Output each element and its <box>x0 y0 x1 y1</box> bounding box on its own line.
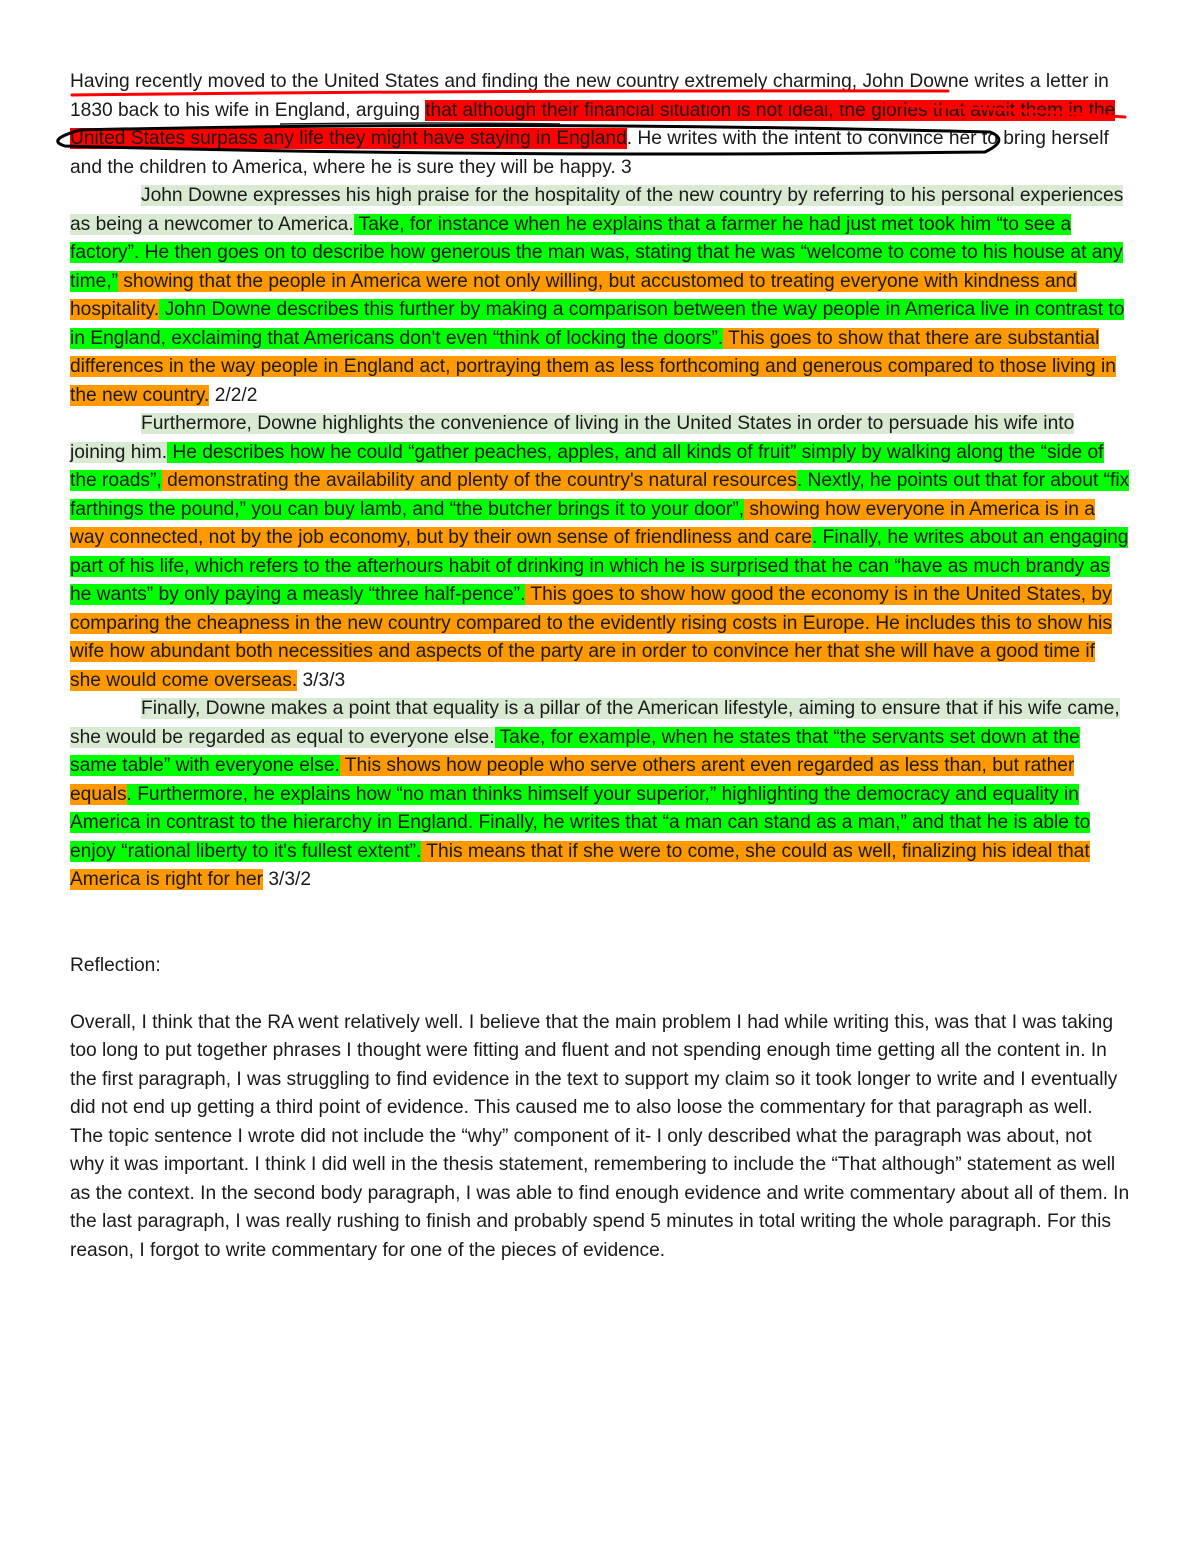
commentary-1a: showing that the people in America were not only willing, but accustomed to treating everyone with kindness and hospitality. <box>70 270 1077 320</box>
commentary-2c: This goes to show how good the economy is in the United States, by comparing the cheapness in the new country compared to the evidently rising costs in Europe. He includes this to show his wife how abundant both necessities and aspects of the party are in order to convince her that she will have a good time if she would come overseas. <box>70 584 1113 691</box>
intro-score: 3 <box>615 156 632 178</box>
evidence-1a: Take, for instance when he explains that a farmer he had just met took him “to see a factory”. He then goes on to describe how generous the man was, stating that he was “welcome to come to his house at any time,” <box>70 213 1123 292</box>
intro-text: , John Downe writes a letter in 1830 back to his wife in England, arguing <box>70 71 1109 121</box>
spacer <box>70 895 1130 952</box>
evidence-1b: John Downe describes this further by making a comparison between the way people in America live in contrast to in England, exclaiming that Americans don't even “think of locking the doors”. <box>70 299 1125 349</box>
essay-body <box>70 68 1130 1265</box>
body-paragraph-2 <box>70 410 1130 695</box>
score-3: 3/3/2 <box>263 869 312 890</box>
topic-sentence-3: Finally, Downe makes a point that equality is a pillar of the American lifestyle, aiming to ensure that if his wife came, she would be regarded as equal to everyone else. <box>70 698 1120 748</box>
commentary-2b: showing how everyone in America is in a way connected, not by the job economy, but by their own sense of friendliness and care <box>70 498 1095 548</box>
score-2: 3/3/3 <box>297 669 346 691</box>
topic-sentence-2: Furthermore, Downe highlights the convenience of living in the United States in order to persuade his wife into joining him. <box>70 413 1075 463</box>
score-1: 2/2/2 <box>209 384 258 406</box>
intro-closing: . He writes with the intent to convince her to bring herself and the children to America, where he is sure they will be happy. <box>70 128 1109 178</box>
context-sentence: Having recently moved to the United States and finding the new country extremely charming <box>70 71 852 92</box>
intro-paragraph <box>70 68 1130 182</box>
commentary-3a: This shows how people who serve others arent even regarded as less than, but rather equals <box>70 755 1075 805</box>
commentary-1b: This goes to show that there are substantial differences in the way people in England act, portraying them as less forthcoming and generous compared to those living in the new country. <box>70 327 1116 406</box>
commentary-3b: This means that if she were to come, she could as well, finalizing his ideal that America is right for her <box>70 840 1090 890</box>
thesis-highlight: that although their financial situation is not ideal, the glories that await them in the United States surpass any life they might have staying in England <box>70 99 1116 149</box>
reflection-body: Overall, I think that the RA went relatively well. I believe that the main problem I had while writing this, was that I was taking too long to put together phrases I thought were fitting and fluent and not spending enough time getting all the content in. In the first paragraph, I was struggling to find evidence in the text to support my claim so it took longer to write and I eventually did not end up getting a third point of evidence. This caused me to also loose the commentary for that paragraph as well. The topic sentence I wrote did not include the “why” component of it- I only described what the paragraph was about, not why it was important. I think I did well in the thesis statement, remembering to include the “That although” statement as well as the context. In the second body paragraph, I was able to find enough evidence and write commentary about all of them. In the last paragraph, I was really rushing to finish and probably spend 5 minutes in total writing the whole paragraph. For this reason, I forgot to write commentary for one of the pieces of evidence. <box>70 1011 1130 1261</box>
topic-sentence-1: John Downe expresses his high praise for the hospitality of the new country by referring to his personal experiences as being a newcomer to America. <box>70 185 1124 235</box>
reflection-heading: Reflection: <box>70 954 161 976</box>
evidence-2c: . Finally, he writes about an engaging part of his life, which refers to the afterhours habit of drinking in which he is surprised that he can “have as much brandy as he wants” by only paying a measly “three half-pence”. <box>70 527 1129 605</box>
evidence-3a: Take, for example, when he states that “the servants set down at the same table” with everyone else. <box>70 726 1080 776</box>
spacer <box>70 980 1130 1009</box>
commentary-2a: demonstrating the availability and plenty of the country's natural resources <box>161 470 797 491</box>
body-paragraph-3 <box>70 695 1130 895</box>
evidence-3b: . Furthermore, he explains how “no man thinks himself your superior,” highlighting the democracy and equality in America in contrast to the hierarchy in England. Finally, he writes that “a man can stand as a man,” and that he is able to enjoy “rational liberty to it's fullest extent”. <box>70 783 1091 862</box>
evidence-2a: He describes how he could “gather peaches, apples, and all kinds of fruit” simply by walking along the “side of the roads”, <box>70 441 1104 491</box>
body-paragraph-1 <box>70 182 1130 410</box>
evidence-2b: . Nextly, he points out that for about “fix farthings the pound,” you can buy lamb, and “the butcher brings it to your door”, <box>70 470 1130 520</box>
